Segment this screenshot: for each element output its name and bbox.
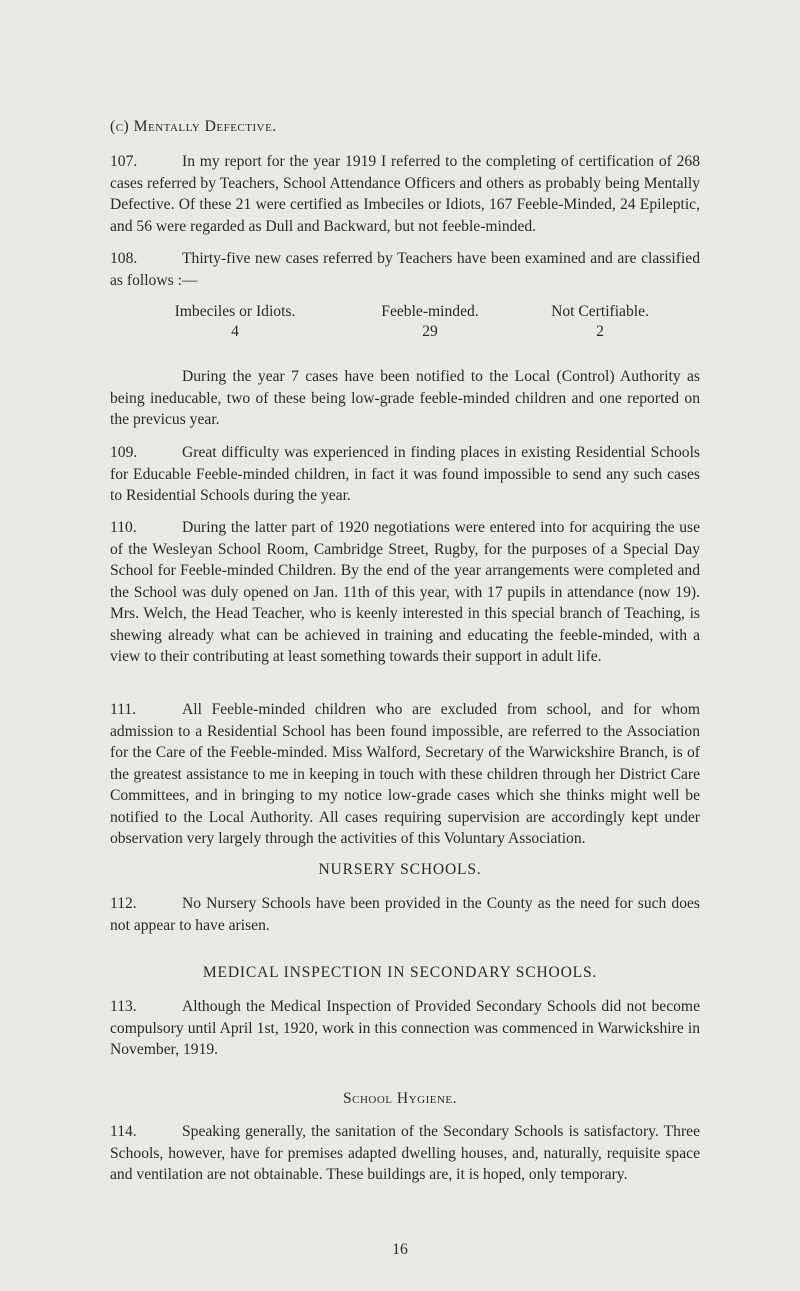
- paragraph-109: [110, 442, 700, 507]
- paragraph-number: 107.: [110, 153, 138, 170]
- paragraph-number: 109.: [110, 444, 138, 461]
- paragraph-text: Although the Medical Inspection of Provided Secondary Schools did not become compulsory until April 1st, 1920, work in this connection was commenced in Warwickshire in November, 1919.: [110, 998, 700, 1058]
- column-header: Feeble-minded.: [381, 303, 479, 320]
- paragraph-text: In my report for the year 1919 I referred to the completing of certification of 268 cases referred by Teachers, School Attendance Officers and others as probably being Mentally Defective. Of these 21 were certified as Imbeciles or Idiots, 167 Feeble-Minded, 24 Epileptic, and 56 were regarded as Dull and Backward, but not feeble-minded.: [110, 153, 700, 235]
- column-value: 2: [596, 323, 604, 340]
- paragraph-text: During the year 7 cases have been notified to the Local (Control) Authority as being ineducable, two of these being low-grade feeble-minded children and one reported on the previcus year.: [110, 368, 700, 428]
- paragraph-text: Great difficulty was experienced in finding places in existing Residential Schools for Educable Feeble-minded children, in fact it was found impossible to send any such cases to Residential Schools during the year.: [110, 444, 700, 504]
- paragraph-text: No Nursery Schools have been provided in the County as the need for such does not appear to have arisen.: [110, 895, 700, 934]
- paragraph-number: 110.: [110, 519, 137, 536]
- paragraph-text: Speaking generally, the sanitation of the Secondary Schools is satisfactory. Three Schools, however, have for premises adapted dwelling houses, and, naturally, requisite space and ventilation are not obtainable. These buildings are, it is hoped, only temporary.: [110, 1123, 700, 1183]
- heading-school-hygiene: School Hygiene.: [342, 1090, 458, 1107]
- heading-medical-inspection: MEDICAL INSPECTION IN SECONDARY SCHOOLS.: [202, 964, 598, 981]
- paragraph-text: Thirty-five new cases referred by Teachers have been examined and are classified as follows :—: [110, 250, 700, 289]
- paragraph-number: 114.: [110, 1123, 137, 1140]
- heading-nursery-schools: NURSERY SCHOOLS.: [318, 861, 482, 878]
- column-header: Not Certifiable.: [551, 303, 649, 320]
- paragraph-number: 111.: [110, 701, 137, 718]
- paragraph-111: [110, 699, 700, 850]
- paragraph-text: All Feeble-minded children who are excluded from school, and for whom admission to a Residential School has been found impossible, are referred to the Association for the Care of the Feeble-minded. Miss Walford, Secretary of the Warwickshire Branch, is of the greatest assistance to me in keeping in touch with these children through her District Care Committees, and in bringing to my notice low-grade cases which she thinks might well be notified to the Local Authority. All cases requiring supervision are accordingly kept under observation very largely through the activities of this Voluntary Association.: [110, 701, 700, 847]
- column-header: Imbeciles or Idiots.: [174, 303, 296, 320]
- paragraph-number: 108.: [110, 250, 138, 267]
- paragraph-ineducable: [110, 366, 700, 431]
- column-value: 29: [422, 323, 438, 340]
- page-number: 16: [392, 1241, 408, 1258]
- paragraph-number: 112.: [110, 895, 137, 912]
- classification-column-not-certifiable: [500, 302, 700, 342]
- column-value: 4: [231, 323, 239, 340]
- paragraph-113: [110, 996, 700, 1061]
- paragraph-112: [110, 893, 700, 936]
- paragraph-number: 113.: [110, 998, 137, 1015]
- paragraph-108: [110, 248, 700, 291]
- paragraph-114: [110, 1121, 700, 1186]
- paragraph-107: [110, 151, 700, 237]
- paragraph-text: During the latter part of 1920 negotiations were entered into for acquiring the use of the Wesleyan School Room, Cambridge Street, Rugby, for the purposes of a Special Day School for Feeble-minded Children. By the end of the year arrangements were completed and the School was duly opened on Jan. 11th of this year, with 17 pupils in attendance (now 19). Mrs. Welch, the Head Teacher, who is keenly interested in this special branch of Teaching, is shewing already what can be achieved in training and educating the feeble-minded, with a view to their contributing at least something towards their support in adult life.: [110, 519, 700, 665]
- paragraph-110: [110, 517, 700, 668]
- section-heading-mentally-defective: (c) Mentally Defective.: [110, 118, 277, 135]
